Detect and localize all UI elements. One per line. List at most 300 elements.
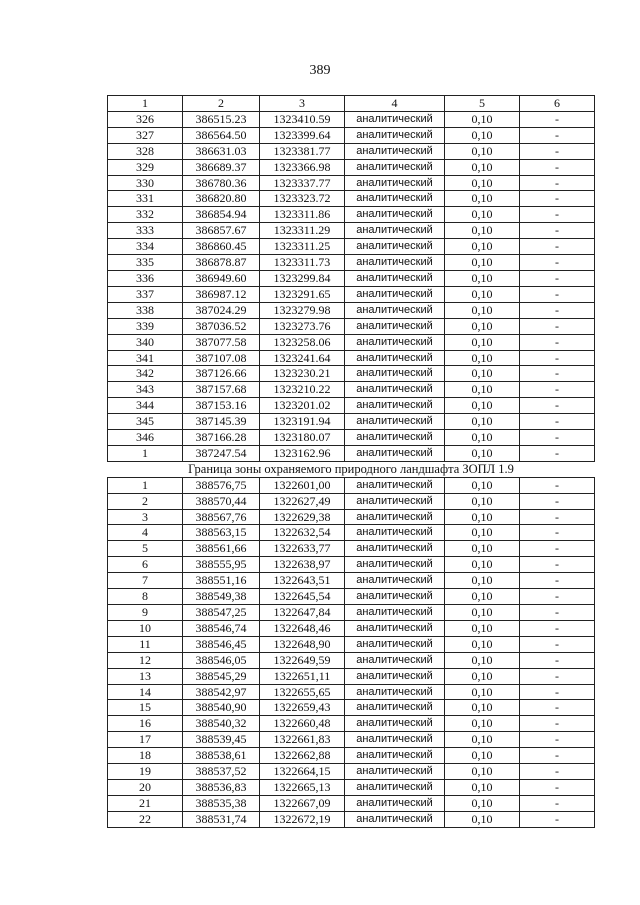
table-cell: 1322643,51 [260,573,345,589]
table-cell: - [520,366,595,382]
table-cell: 1322672,19 [260,811,345,827]
table-cell: 386878.87 [183,255,260,271]
table-cell: аналитический [345,668,445,684]
table-row [108,589,595,605]
table-cell: - [520,493,595,509]
table-cell: аналитический [345,795,445,811]
table-cell: - [520,509,595,525]
table-row [108,430,595,446]
table-cell: 1323366.98 [260,159,345,175]
table-cell: 0,10 [445,573,520,589]
table-cell: - [520,605,595,621]
table-cell: 1322648,90 [260,636,345,652]
table-cell: - [520,398,595,414]
table-row [108,541,595,557]
table-cell: аналитический [345,430,445,446]
table-cell: 1322627,49 [260,493,345,509]
table-cell: аналитический [345,509,445,525]
table-cell: 333 [108,223,183,239]
table-cell: 387145.39 [183,414,260,430]
table-cell: аналитический [345,525,445,541]
table-cell: 0,10 [445,207,520,223]
table-cell: 5 [108,541,183,557]
table-row [108,636,595,652]
table-cell: 388576,75 [183,477,260,493]
table-cell: аналитический [345,636,445,652]
table-cell: 1323162.96 [260,445,345,461]
table-cell: 388538,61 [183,748,260,764]
table-cell: 0,10 [445,239,520,255]
table-cell: - [520,286,595,302]
table-cell: 7 [108,573,183,589]
table-cell: 340 [108,334,183,350]
table-cell: - [520,684,595,700]
table-cell: 1323311.25 [260,239,345,255]
table-cell: - [520,445,595,461]
table-cell: 1322664,15 [260,764,345,780]
table-cell: 335 [108,255,183,271]
table-cell: 0,10 [445,286,520,302]
table-cell: 388549,38 [183,589,260,605]
table-cell: 388542,97 [183,684,260,700]
table-cell: 1323241.64 [260,350,345,366]
table-row [108,573,595,589]
table-cell: 388537,52 [183,764,260,780]
table-row [108,700,595,716]
table-cell: аналитический [345,143,445,159]
table-cell: - [520,143,595,159]
table-cell: 0,10 [445,111,520,127]
table-cell: 1 [108,477,183,493]
table-cell: аналитический [345,589,445,605]
coordinates-table [107,95,595,828]
table-cell: 1323180.07 [260,430,345,446]
table-cell: 338 [108,302,183,318]
table-cell: 387024.29 [183,302,260,318]
table-cell: аналитический [345,159,445,175]
table-cell: аналитический [345,302,445,318]
table-row [108,748,595,764]
table-row [108,779,595,795]
table-cell: 0,10 [445,732,520,748]
table-cell: 1322649,59 [260,652,345,668]
table-cell: 342 [108,366,183,382]
table-cell: - [520,779,595,795]
table-cell: - [520,223,595,239]
table-cell: 9 [108,605,183,621]
table-cell: - [520,270,595,286]
table-cell: 1322659,43 [260,700,345,716]
table-cell: 1323381.77 [260,143,345,159]
table-cell: 1322601,00 [260,477,345,493]
table-cell: - [520,716,595,732]
table-cell: 11 [108,636,183,652]
table-cell: аналитический [345,414,445,430]
table-cell: 0,10 [445,414,520,430]
table-cell: - [520,127,595,143]
table-row [108,143,595,159]
table-cell: 388540,90 [183,700,260,716]
column-header: 5 [445,96,520,112]
table-cell: 0,10 [445,684,520,700]
table-cell: 15 [108,700,183,716]
table-cell: 1323299.84 [260,270,345,286]
table-cell: - [520,302,595,318]
column-header: 6 [520,96,595,112]
table-cell: 339 [108,318,183,334]
table-cell: 21 [108,795,183,811]
table-cell: аналитический [345,175,445,191]
table-cell: аналитический [345,223,445,239]
table-cell: 388540,32 [183,716,260,732]
table-cell: 19 [108,764,183,780]
table-cell: 331 [108,191,183,207]
table-cell: аналитический [345,191,445,207]
table-row [108,477,595,493]
table-cell: 345 [108,414,183,430]
table-cell: 388563,15 [183,525,260,541]
table-cell: 0,10 [445,748,520,764]
table-cell: 20 [108,779,183,795]
table-cell: 327 [108,127,183,143]
table-cell: 1323337.77 [260,175,345,191]
table-cell: 0,10 [445,493,520,509]
table-cell: 387166.28 [183,430,260,446]
table-row [108,445,595,461]
table-cell: - [520,111,595,127]
table-row [108,668,595,684]
table-cell: 0,10 [445,509,520,525]
table-cell: 17 [108,732,183,748]
table-cell: 386564.50 [183,127,260,143]
table-cell: 388561,66 [183,541,260,557]
table-row [108,334,595,350]
table-cell: 1322648,46 [260,620,345,636]
table-cell: - [520,334,595,350]
table-row [108,509,595,525]
table-cell: 388546,05 [183,652,260,668]
table-cell: 386780.36 [183,175,260,191]
header-row [108,96,595,112]
table-cell: - [520,795,595,811]
table-row [108,493,595,509]
table-cell: 0,10 [445,779,520,795]
table-cell: - [520,748,595,764]
table-cell: 1322629,38 [260,509,345,525]
table-cell: - [520,525,595,541]
table-row [108,239,595,255]
table-cell: аналитический [345,620,445,636]
table-cell: 387107.08 [183,350,260,366]
table-cell: - [520,636,595,652]
table-cell: аналитический [345,334,445,350]
table-row [108,127,595,143]
table-cell: аналитический [345,239,445,255]
table-cell: 13 [108,668,183,684]
table-cell: 1323311.29 [260,223,345,239]
table-row [108,620,595,636]
table-cell: 0,10 [445,255,520,271]
table-cell: 0,10 [445,605,520,621]
table-cell: 386854.94 [183,207,260,223]
table-cell: аналитический [345,207,445,223]
table-row [108,270,595,286]
table-cell: аналитический [345,255,445,271]
table-cell: - [520,207,595,223]
table-cell: 1322667,09 [260,795,345,811]
table-cell: 386857.67 [183,223,260,239]
table-cell: 0,10 [445,318,520,334]
table-cell: 343 [108,382,183,398]
table-cell: 0,10 [445,700,520,716]
table-cell: - [520,589,595,605]
table-cell: 1322632,54 [260,525,345,541]
table-row [108,732,595,748]
table-row [108,557,595,573]
coordinates-table-body [108,96,595,828]
table-row [108,382,595,398]
table-cell: - [520,430,595,446]
table-cell: 1323191.94 [260,414,345,430]
table-cell: аналитический [345,286,445,302]
table-cell: 1323201.02 [260,398,345,414]
section-title: Граница зоны охраняемого природного ландшафта ЗОПЛ 1.9 [108,461,595,477]
table-cell: - [520,477,595,493]
table-row [108,811,595,827]
table-cell: 388535,38 [183,795,260,811]
table-cell: 1322660,48 [260,716,345,732]
table-cell: 337 [108,286,183,302]
table-cell: аналитический [345,732,445,748]
table-cell: 2 [108,493,183,509]
table-cell: 0,10 [445,350,520,366]
table-cell: 341 [108,350,183,366]
page-number: 389 [309,63,331,78]
table-cell: 1322651,11 [260,668,345,684]
table-cell: 14 [108,684,183,700]
table-cell: - [520,732,595,748]
table-cell: 0,10 [445,525,520,541]
table-cell: 388545,29 [183,668,260,684]
table-cell: 18 [108,748,183,764]
table-cell: аналитический [345,557,445,573]
table-cell: 16 [108,716,183,732]
table-cell: 1323210.22 [260,382,345,398]
table-cell: - [520,700,595,716]
table-cell: - [520,652,595,668]
table-cell: 10 [108,620,183,636]
column-header: 4 [345,96,445,112]
table-cell: 330 [108,175,183,191]
table-cell: 0,10 [445,764,520,780]
table-row [108,111,595,127]
table-cell: аналитический [345,350,445,366]
table-row [108,207,595,223]
table-cell: - [520,811,595,827]
table-row [108,191,595,207]
table-cell: 0,10 [445,398,520,414]
table-cell: - [520,414,595,430]
table-cell: 386820.80 [183,191,260,207]
table-cell: 388546,74 [183,620,260,636]
table-cell: - [520,255,595,271]
table-cell: 0,10 [445,541,520,557]
table-cell: 1322665,13 [260,779,345,795]
table-cell: аналитический [345,605,445,621]
table-cell: аналитический [345,700,445,716]
table-cell: аналитический [345,748,445,764]
table-cell: аналитический [345,764,445,780]
table-row [108,398,595,414]
table-cell: 334 [108,239,183,255]
table-cell: - [520,175,595,191]
table-cell: 0,10 [445,636,520,652]
table-cell: 386515.23 [183,111,260,127]
table-cell: - [520,318,595,334]
table-cell: 0,10 [445,589,520,605]
table-cell: - [520,764,595,780]
table-row [108,159,595,175]
table-cell: аналитический [345,716,445,732]
table-row [108,350,595,366]
table-cell: 0,10 [445,430,520,446]
table-cell: 0,10 [445,143,520,159]
table-cell: 1323279.98 [260,302,345,318]
table-cell: 386631.03 [183,143,260,159]
table-cell: 344 [108,398,183,414]
table-cell: 4 [108,525,183,541]
table-cell: 1323230.21 [260,366,345,382]
table-cell: 1323291.65 [260,286,345,302]
table-cell: 0,10 [445,270,520,286]
table-cell: 332 [108,207,183,223]
table-cell: 387157.68 [183,382,260,398]
table-cell: аналитический [345,382,445,398]
table-cell: 0,10 [445,382,520,398]
table-cell: 388555,95 [183,557,260,573]
table-cell: 386949.60 [183,270,260,286]
table-cell: аналитический [345,652,445,668]
table-cell: - [520,541,595,557]
table-cell: - [520,191,595,207]
table-cell: - [520,159,595,175]
table-cell: 1323311.73 [260,255,345,271]
table-cell: 1323410.59 [260,111,345,127]
table-row [108,795,595,811]
table-cell: - [520,382,595,398]
table-row [108,318,595,334]
column-header: 1 [108,96,183,112]
table-cell: 1322655,65 [260,684,345,700]
table-cell: 387153.16 [183,398,260,414]
table-cell: 0,10 [445,477,520,493]
table-cell: аналитический [345,541,445,557]
table-cell: аналитический [345,445,445,461]
column-header: 3 [260,96,345,112]
table-cell: 0,10 [445,191,520,207]
table-cell: 0,10 [445,175,520,191]
table-row [108,255,595,271]
table-cell: 388551,16 [183,573,260,589]
table-row [108,684,595,700]
table-cell: 0,10 [445,652,520,668]
table-cell: - [520,239,595,255]
table-row [108,175,595,191]
table-cell: аналитический [345,811,445,827]
table-cell: 388547,25 [183,605,260,621]
table-cell: аналитический [345,477,445,493]
table-cell: 328 [108,143,183,159]
table-cell: аналитический [345,398,445,414]
table-row [108,366,595,382]
table-cell: 1323273.76 [260,318,345,334]
table-cell: 8 [108,589,183,605]
table-cell: 388567,76 [183,509,260,525]
table-cell: 346 [108,430,183,446]
table-cell: 388539,45 [183,732,260,748]
table-cell: 387036.52 [183,318,260,334]
table-cell: аналитический [345,318,445,334]
column-header: 2 [183,96,260,112]
table-cell: - [520,557,595,573]
table-row [108,605,595,621]
table-cell: - [520,668,595,684]
section-title-row [108,461,595,477]
table-cell: 387077.58 [183,334,260,350]
table-cell: 1 [108,445,183,461]
table-cell: 3 [108,509,183,525]
table-cell: 1322661,83 [260,732,345,748]
table-row [108,223,595,239]
table-cell: 336 [108,270,183,286]
table-cell: 0,10 [445,127,520,143]
table-cell: 1322633,77 [260,541,345,557]
table-cell: 386689.37 [183,159,260,175]
table-cell: 1322647,84 [260,605,345,621]
table-cell: аналитический [345,779,445,795]
table-cell: 1323399.64 [260,127,345,143]
table-cell: 0,10 [445,302,520,318]
table-cell: 0,10 [445,366,520,382]
table-cell: 12 [108,652,183,668]
table-cell: 1322662,88 [260,748,345,764]
table-row [108,652,595,668]
table-row [108,414,595,430]
table-cell: 0,10 [445,445,520,461]
table-row [108,764,595,780]
table-cell: 388531,74 [183,811,260,827]
table-cell: 0,10 [445,223,520,239]
table-cell: 0,10 [445,716,520,732]
table-cell: 1323258.06 [260,334,345,350]
table-cell: аналитический [345,493,445,509]
table-cell: 329 [108,159,183,175]
table-cell: 1322645,54 [260,589,345,605]
table-cell: 0,10 [445,668,520,684]
table-cell: аналитический [345,573,445,589]
table-cell: 0,10 [445,159,520,175]
table-cell: аналитический [345,366,445,382]
table-cell: аналитический [345,684,445,700]
table-cell: 6 [108,557,183,573]
table-cell: 387126.66 [183,366,260,382]
table-cell: 0,10 [445,334,520,350]
table-row [108,525,595,541]
table-cell: 388536,83 [183,779,260,795]
table-row [108,286,595,302]
table-cell: 387247.54 [183,445,260,461]
table-cell: 326 [108,111,183,127]
